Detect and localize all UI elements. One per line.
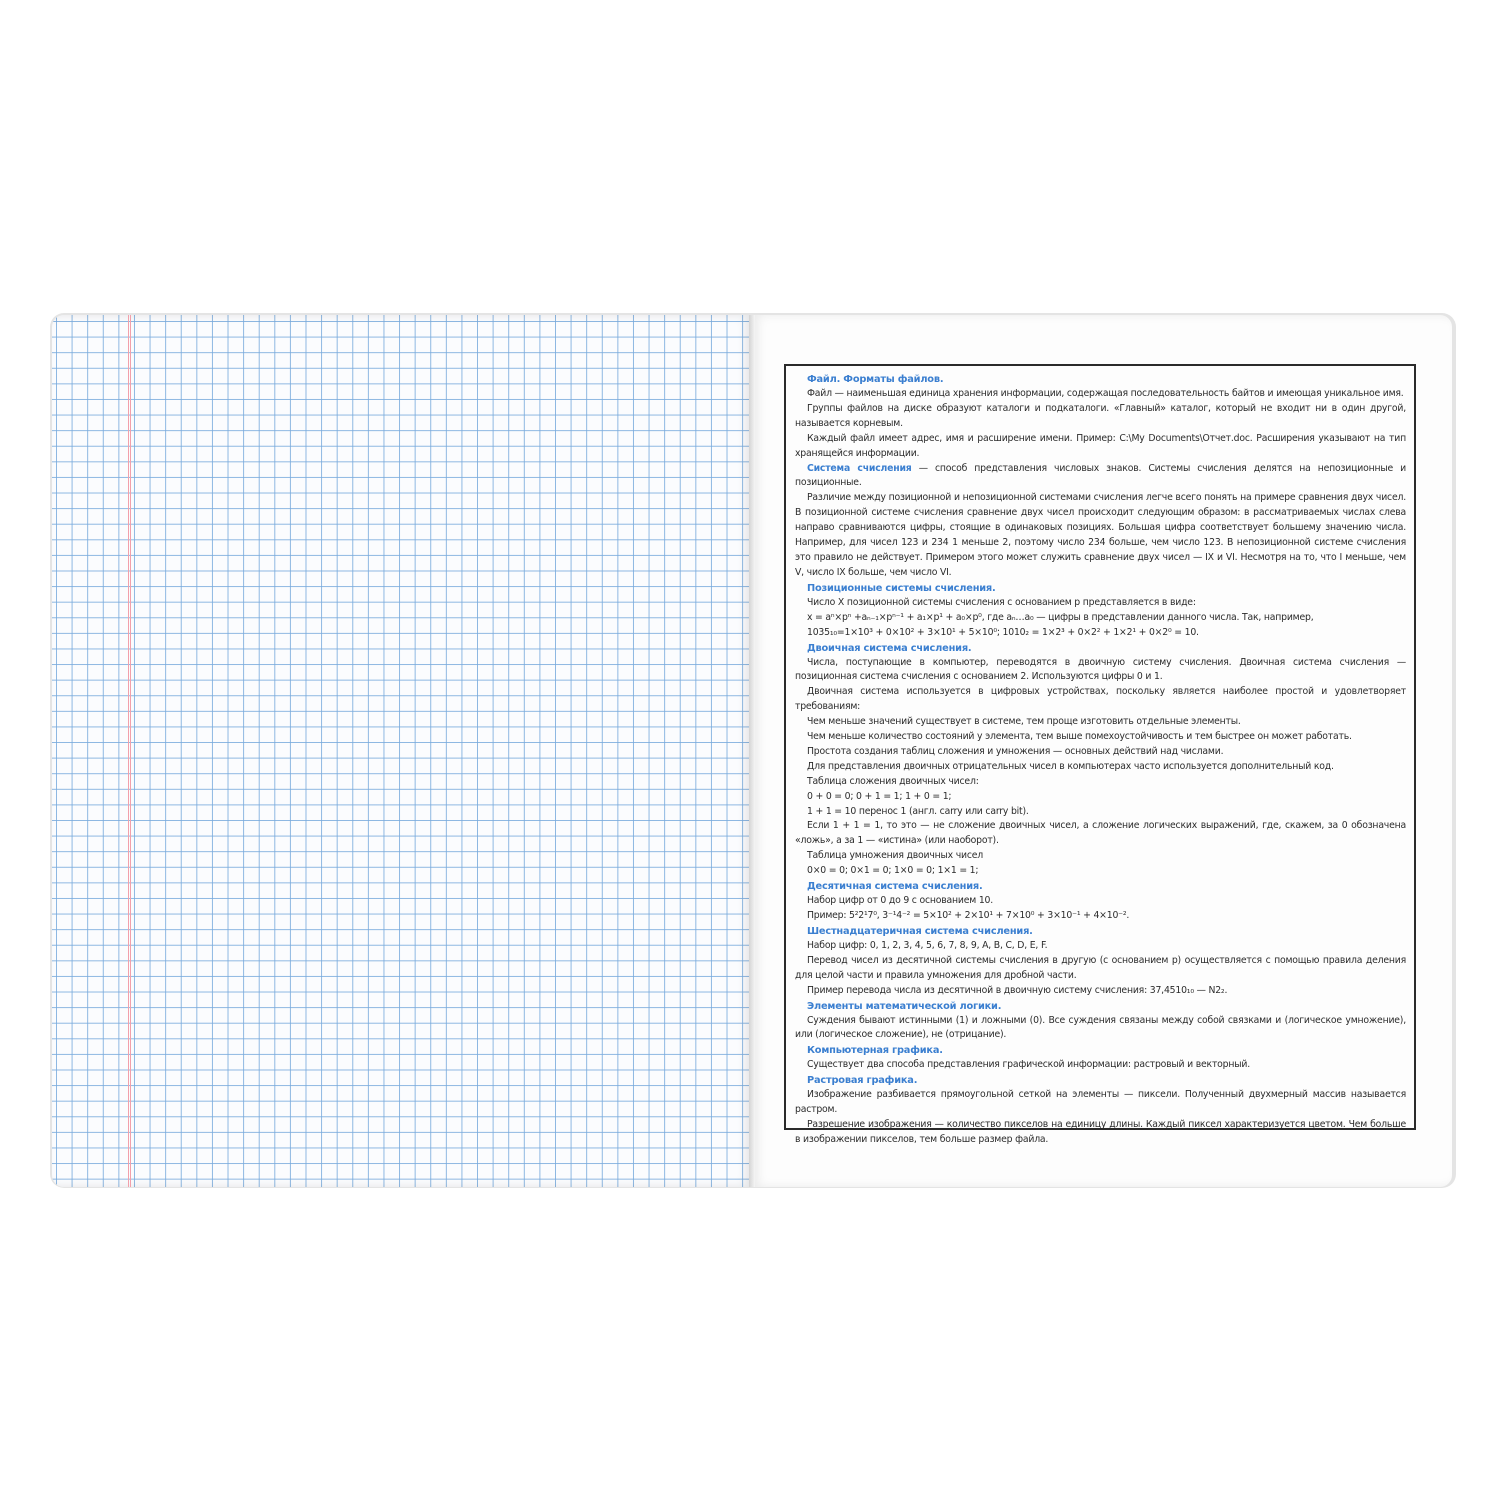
paragraph: Число X позиционной системы счисления с основанием p представляется в виде: — [807, 596, 1196, 608]
paragraph: Чем меньше значений существует в системе, тем проще изготовить отдельные элементы. — [807, 716, 1241, 728]
paragraph: Каждый файл имеет адрес, имя и расширение имени. Пример: C:\My Documents\Отчет.doc. Расширения указывают на тип хранящейся информации. — [795, 432, 1406, 459]
section-heading: Файл. Форматы файлов. — [807, 374, 944, 385]
formula: 0×0 = 0; 0×1 = 0; 1×0 = 0; 1×1 = 1; — [807, 865, 979, 877]
formula: 1035₁₀=1×10³ + 0×10² + 3×10¹ + 5×10⁰; 1010₂ = 1×2³ + 0×2² + 1×2¹ + 0×2⁰ = 10. — [807, 626, 1199, 638]
section-heading: Позиционные системы счисления. — [807, 582, 996, 594]
section-heading: Шестнадцатеричная система счисления. — [807, 925, 1033, 937]
paragraph: Для представления двоичных отрицательных чисел в компьютерах часто используется дополнительный код. — [807, 760, 1334, 772]
paragraph: Изображение разбивается прямоугольной сеткой на элементы — пиксели. Полученный двухмерный массив называется растром. — [795, 1089, 1406, 1116]
term-definition: — способ представления числовых знаков. Системы счисления делятся на непозиционные и позиционные. — [795, 462, 1406, 489]
reference-textbox — [784, 364, 1416, 1145]
section-heading: Десятичная система счисления. — [807, 881, 983, 893]
paragraph: Числа, поступающие в компьютер, переводятся в двоичную систему счисления. Двоичная система счисления — позиционная система счисления с основанием 2. Используются цифры 0 и 1. — [795, 656, 1406, 683]
paragraph: Двоичная система используется в цифровых устройствах, поскольку является наиболее простой и удовлетворяет требованиям: — [795, 686, 1406, 713]
formula: Пример: 5²2¹7⁰, 3⁻¹4⁻² = 5×10² + 2×10¹ + 7×10⁰ + 3×10⁻¹ + 4×10⁻². — [807, 910, 1130, 921]
grid-page — [52, 315, 752, 1187]
section-heading: Растровая графика. — [807, 1075, 918, 1087]
section-heading: Компьютерная графика. — [807, 1045, 943, 1057]
paragraph: Набор цифр: 0, 1, 2, 3, 4, 5, 6, 7, 8, 9, A, B, C, D, E, F. — [807, 939, 1048, 951]
section-heading: Двоичная система счисления. — [807, 642, 972, 654]
paragraph: Пример перевода числа из десятичной в двоичную систему счисления: 37,4510₁₀ — N2₂. — [807, 984, 1228, 996]
paragraph: Таблица сложения двоичных чисел: — [807, 775, 979, 787]
paragraph: Простота создания таблиц сложения и умножения — основных действий над числами. — [807, 745, 1224, 757]
term: Система счисления — [807, 462, 912, 474]
formula: 1 + 1 = 10 перенос 1 (англ. carry или carry bit). — [807, 805, 1029, 817]
section-heading: Элементы математической логики. — [807, 1000, 1002, 1012]
formula: x = aⁿ×pⁿ +aₙ₋₁×pⁿ⁻¹ + a₁×p¹ + a₀×p⁰, где aₙ…a₀ — цифры в представлении данного числа. Так, например, — [807, 611, 1314, 623]
paragraph: Перевод чисел из десятичной системы счисления в другую (с основанием p) осуществляется с помощью правила деления для целой части и правила умножения для дробной части. — [795, 954, 1406, 981]
paragraph: Набор цифр от 0 до 9 с основанием 10. — [807, 895, 994, 907]
paragraph: Суждения бывают истинными (1) и ложными (0). Все суждения связаны между собой связками и (логическое умножение), или (логическое сложение), не (отрицание). — [795, 1014, 1406, 1041]
notebook-spine — [749, 315, 755, 1187]
paragraph: Таблица умножения двоичных чисел — [807, 850, 984, 862]
red-margin-line — [128, 315, 131, 1187]
paragraph: Различие между позиционной и непозиционной системами счисления легче всего понять на примере сравнения двух чисел. В позиционной системе счисления сравнение двух чисел происходит следующим образом: в рассматриваемых числах слева направо сравниваются цифры, стоящие в одинаковых позициях. Большая цифра соответствует большему значению числа. Например, для чисел 123 и 234 1 меньше 2, поэтому число 234 больше, чем число 123. В непозиционной системе счисления это правило не действует. Примером этого может служить сравнение двух чисел — IX и VI. Несмотря на то, что I меньше, чем V, число IX больше, чем число VI. — [795, 492, 1406, 578]
paragraph: Разрешение изображения — количество пикселов на единицу длины. Каждый пиксел характеризуется цветом. Чем больше в изображении пикселов, тем больше размер файла. — [795, 1119, 1406, 1145]
paragraph: Чем меньше количество состояний у элемента, тем выше помехоустойчивость и тем быстрее он может работать. — [807, 731, 1352, 743]
formula: 0 + 0 = 0; 0 + 1 = 1; 1 + 0 = 1; — [807, 790, 952, 802]
paragraph: Файл — наименьшая единица хранения информации, содержащая последовательность байтов и имеющая уникальное имя. — [807, 388, 1404, 399]
paragraph: Группы файлов на диске образуют каталоги и подкаталоги. «Главный» каталог, который не входит ни в один другой, называется корневым. — [795, 402, 1406, 429]
paragraph — [795, 462, 1406, 492]
paragraph: Если 1 + 1 = 1, то это — не сложение двоичных чисел, а сложение логических выражений, где, скажем, за 0 обозначена «ложь», а за 1 — «истина» (или наоборот). — [795, 820, 1406, 847]
paragraph: Существует два способа представления графической информации: растровый и векторный. — [807, 1059, 1250, 1071]
